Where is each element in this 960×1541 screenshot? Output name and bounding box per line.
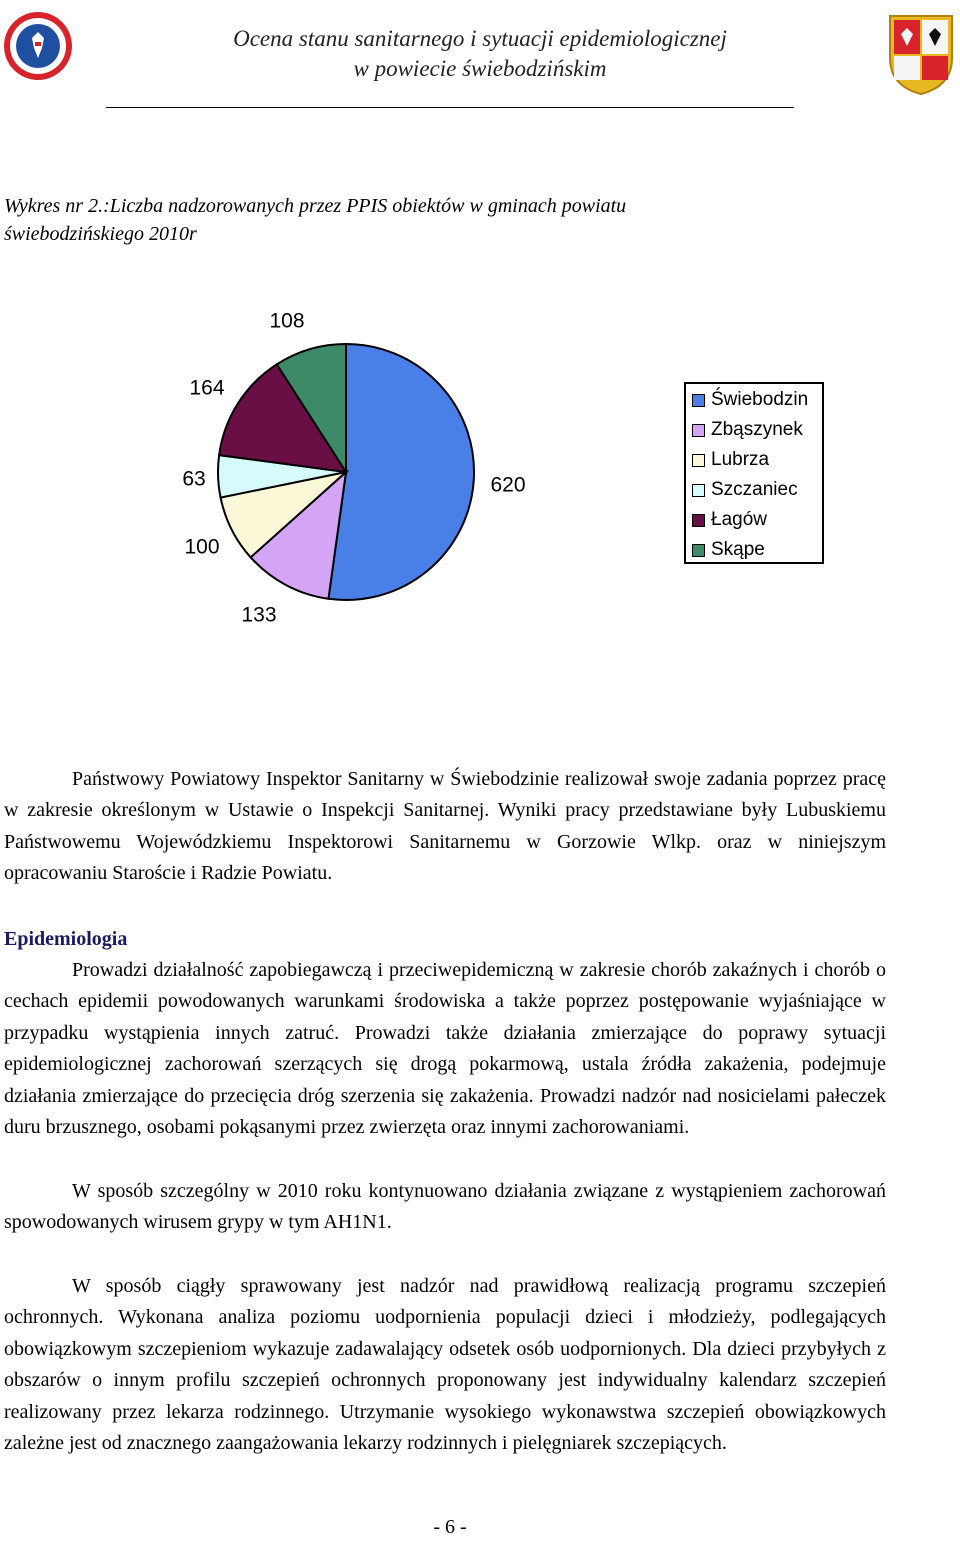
legend-swatch bbox=[692, 394, 705, 407]
legend-item bbox=[692, 508, 767, 532]
legend-label: Szczaniec bbox=[711, 479, 798, 500]
chart-legend bbox=[684, 382, 824, 564]
pie-data-label: 63 bbox=[182, 467, 206, 491]
legend-swatch bbox=[692, 514, 705, 527]
legend-swatch bbox=[692, 454, 705, 467]
legend-item bbox=[692, 418, 803, 442]
legend-swatch bbox=[692, 484, 705, 497]
legend-label: Łagów bbox=[711, 509, 767, 530]
legend-label: Lubrza bbox=[711, 449, 770, 470]
legend-label: Świebodzin bbox=[711, 389, 809, 410]
legend-item bbox=[692, 448, 769, 472]
pie-data-label: 164 bbox=[189, 376, 225, 400]
intro-paragraph: Państwowy Powiatowy Inspektor Sanitarny w Świebodzinie realizował swoje zadania poprzez pracę w zakresie określonym w Ustawie o Inspekcji Sanitarnej. Wyniki pracy przedstawiane były Lubuskiemu Państwowemu Wojewódzkiemu Inspektorowi Sanitarnemu w Gorzowie Wlkp. oraz w niniejszym opracowaniu Staroście i Radzie Powiatu. bbox=[4, 768, 886, 885]
header-title-line-2: w powiecie świebodzińskim bbox=[353, 56, 607, 81]
chart-caption: Wykres nr 2.:Liczba nadzorowanych przez PPIS obiektów w gminach powiatu świebodzińskiego 2010r bbox=[4, 195, 627, 245]
pie-slice-0 bbox=[328, 344, 474, 600]
pie-data-label: 108 bbox=[269, 309, 305, 333]
pie-data-label: 100 bbox=[184, 535, 220, 559]
legend-item bbox=[692, 538, 765, 562]
epidemiology-paragraph-1: Prowadzi działalność zapobiegawczą i przeciwepidemiczną w zakresie chorób zakaźnych i chorób o cechach epidemii powodowanych warunkami środowiska a także poprzez postępowanie wyjaśniające w przypadku wystąpienia innych zatruć. Prowadzi także działania zmierzające do poprawy sytuacji epidemiologicznej zachorowań szerzących się drogą pokarmową, ustala źródła zakażenia, podejmuje działania zmierzające do przecięcia dróg szerzenia się zakażenia. Prowadzi nadzór nad nosicielami pałeczek duru brzusznego, osobami pokąsanymi przez zwierzęta oraz innymi zachorowaniami. bbox=[4, 959, 886, 1139]
sanitary-inspection-logo bbox=[2, 8, 74, 84]
pie-data-label: 133 bbox=[241, 603, 277, 627]
epidemiology-paragraph-3: W sposób ciągły sprawowany jest nadzór nad prawidłową realizacją programu szczepień ochronnych. Wykonana analiza poziomu uodpornienia populacji dzieci i młodzieży, podlegających obowiązkowym szczepieniom wykazuje zadawalający odsetek osób uodpornionych. Dla dzieci przybyłych z obszarów o innym profilu szczepień ochronnych proponowany jest indywidualny kalendarz szczepień realizowany przez lekarza rodzinnego. Utrzymanie wysokiego wykonawstwa szczepień obowiązkowych zależne jest od znacznego zaangażowania lekarzy rodzinnych i pielęgniarek szczepiących. bbox=[4, 1275, 886, 1455]
legend-label: Zbąszynek bbox=[711, 419, 803, 440]
legend-item bbox=[692, 478, 798, 502]
legend-swatch bbox=[692, 424, 705, 437]
pie-data-label: 620 bbox=[490, 473, 526, 497]
section-heading-epidemiologia: Epidemiologia bbox=[4, 928, 128, 950]
county-coat-of-arms bbox=[886, 10, 956, 96]
header-title-line-1: Ocena stanu sanitarnego i sytuacji epidemiologicznej bbox=[233, 26, 727, 51]
epidemiology-paragraph-2: W sposób szczególny w 2010 roku kontynuowano działania związane z wystąpieniem zachorowań spowodowanych wirusem grypy w tym AH1N1. bbox=[4, 1180, 886, 1234]
header-divider bbox=[106, 107, 794, 108]
legend-item bbox=[692, 388, 808, 412]
legend-swatch bbox=[692, 544, 705, 557]
page-number: - 6 - bbox=[433, 1516, 467, 1538]
legend-label: Skąpe bbox=[711, 539, 765, 560]
pie-chart bbox=[0, 290, 680, 650]
